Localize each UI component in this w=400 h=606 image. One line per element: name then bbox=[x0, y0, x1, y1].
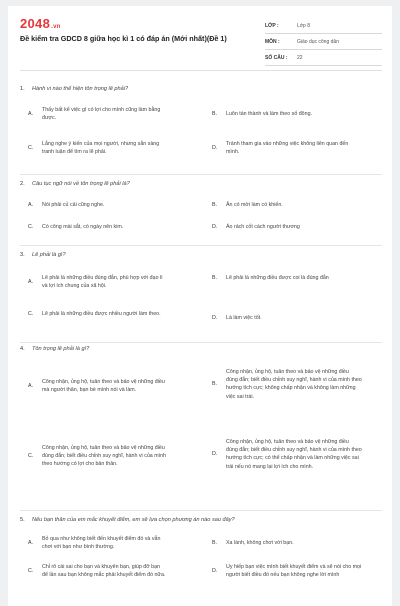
answer-option-b[interactable] bbox=[212, 368, 362, 401]
option-letter: A. bbox=[28, 383, 34, 390]
question-number: 5. bbox=[20, 517, 25, 523]
info-table bbox=[265, 18, 382, 66]
site-logo[interactable] bbox=[20, 16, 61, 31]
question-divider bbox=[20, 342, 382, 343]
question-divider bbox=[20, 245, 382, 246]
option-text: Lẽ phải là những điều được nhiều người làm theo. bbox=[42, 311, 161, 317]
option-letter: A. bbox=[28, 111, 34, 118]
option-text: Thấy bất kể việc gì có lợi cho mình cũng làm bằng được. bbox=[42, 107, 161, 122]
option-text: Xa lánh, không chơi với bạn. bbox=[226, 540, 294, 546]
question-text: Câu tục ngữ nói về tôn trọng lẽ phải là? bbox=[32, 181, 130, 187]
option-letter: C. bbox=[28, 145, 34, 152]
option-letter: B. bbox=[212, 111, 218, 117]
option-text: Chỉ rõ cái sai cho bạn và khuyên bạn, giúp đỡ bạn để lần sau bạn không mắc phải khuyết điểm đó nữa. bbox=[42, 564, 166, 579]
question-title bbox=[20, 515, 382, 525]
option-text: Áo rách cốt cách người thương bbox=[226, 224, 300, 230]
question-number: 2. bbox=[20, 181, 25, 187]
option-text: Uy hiếp bạn việc mình biết khuyết điểm và sẽ nói cho mọi người biết điều đó nếu bạn không nghe lời mình bbox=[226, 564, 362, 579]
info-row-class bbox=[265, 18, 382, 34]
option-text: Là làm việc tốt. bbox=[226, 315, 262, 321]
option-letter: A. bbox=[28, 279, 34, 286]
question-title bbox=[20, 179, 382, 189]
question-text: Tôn trọng lẽ phải là gì? bbox=[32, 346, 90, 352]
answer-option-c[interactable] bbox=[28, 563, 166, 579]
answer-option-a[interactable] bbox=[28, 378, 166, 394]
option-text: Công nhận, ủng hộ, tuân theo và bảo vệ những điều đúng đắn; biết điều chỉnh suy nghĩ, hành vi của mình theo hướng tích cực; có thể chấp nhận và làm những việc sai trái nếu nó mang lại lợi ích cho mình. bbox=[226, 439, 362, 470]
logo-suffix: .vn bbox=[51, 24, 61, 30]
document-page bbox=[8, 6, 392, 606]
info-value: 22 bbox=[297, 54, 303, 61]
option-letter: A. bbox=[28, 540, 34, 547]
info-key: SỐ CÂU : bbox=[265, 54, 288, 61]
option-letter: B. bbox=[212, 275, 218, 281]
answer-option-b[interactable] bbox=[212, 539, 362, 547]
question-4 bbox=[20, 344, 382, 508]
option-letter: C. bbox=[28, 568, 34, 575]
question-title bbox=[20, 344, 382, 354]
question-number: 3. bbox=[20, 252, 25, 258]
option-letter: C. bbox=[28, 311, 34, 317]
answer-option-a[interactable] bbox=[28, 535, 166, 551]
info-row-count bbox=[265, 50, 382, 66]
header-divider bbox=[20, 70, 382, 71]
option-text: Có công mài sắt, có ngày nên kim. bbox=[42, 224, 124, 230]
option-text: Tránh tham gia vào những việc không liên quan đến mình. bbox=[226, 141, 349, 156]
answer-option-b[interactable] bbox=[212, 274, 362, 282]
answer-option-c[interactable] bbox=[28, 223, 212, 231]
option-letter: B. bbox=[212, 381, 218, 388]
question-text: Lẽ phải là gì? bbox=[32, 252, 66, 258]
option-text: Lẽ phải là những điều được coi là đúng đắn bbox=[226, 275, 329, 281]
answer-option-d[interactable] bbox=[212, 140, 362, 156]
option-letter: B. bbox=[212, 540, 218, 546]
option-letter: C. bbox=[28, 224, 34, 230]
answer-option-c[interactable] bbox=[28, 310, 166, 318]
option-text: Công nhận, ủng hộ, tuân theo và bảo vệ những điều mà người thân, bạn bè mình nói và làm. bbox=[42, 379, 165, 394]
answer-option-d[interactable] bbox=[212, 314, 362, 322]
option-letter: D. bbox=[212, 315, 218, 321]
answer-option-a[interactable] bbox=[28, 274, 166, 290]
answer-option-a[interactable] bbox=[28, 201, 166, 209]
question-2 bbox=[20, 179, 382, 239]
question-number: 1. bbox=[20, 86, 25, 92]
option-letter: A. bbox=[28, 202, 34, 208]
question-divider bbox=[20, 510, 382, 511]
answer-option-d[interactable] bbox=[212, 223, 362, 231]
option-text: Luôn tán thành và làm theo số đông. bbox=[226, 111, 312, 117]
info-key: LỚP : bbox=[265, 22, 279, 29]
question-5 bbox=[20, 515, 382, 606]
answer-option-b[interactable] bbox=[212, 110, 362, 118]
option-letter: D. bbox=[212, 145, 218, 152]
option-letter: D. bbox=[212, 224, 218, 230]
question-title bbox=[20, 84, 382, 94]
document-header bbox=[20, 16, 382, 66]
question-text: Nếu bạn thân của em mắc khuyết điểm, em sẽ lựa chọn phương án nào sau đây? bbox=[32, 517, 235, 523]
option-letter: C. bbox=[28, 453, 34, 460]
option-text: Công nhận, ủng hộ, tuân theo và bảo vệ những điều đúng đắn; biết điều chỉnh suy nghĩ, hành vi của mình theo hướng tích cực; không chấp nhận và không làm những việc sai trái. bbox=[226, 369, 362, 400]
info-row-subject bbox=[265, 34, 382, 50]
question-text: Hành vi nào thể hiện tôn trọng lẽ phải? bbox=[32, 86, 129, 92]
info-value: Lớp 8 bbox=[297, 22, 311, 29]
question-1 bbox=[20, 84, 382, 168]
answer-option-d[interactable] bbox=[212, 563, 362, 579]
answer-option-c[interactable] bbox=[28, 444, 166, 469]
info-value: Giáo dục công dân bbox=[297, 38, 339, 45]
option-text: Ăn có mời làm có khiến. bbox=[226, 202, 283, 208]
document-title: Đề kiểm tra GDCD 8 giữa học kì 1 có đáp án (Mới nhất)(Đề 1) bbox=[20, 34, 227, 43]
option-text: Công nhận, ủng hộ, tuân theo và bảo vệ những điều đúng đắn; biết điều chỉnh suy nghĩ, hành vi của mình theo hướng có lợi cho bản thân. bbox=[42, 445, 166, 468]
option-text: Lẽ phải là những điều đúng đắn, phù hợp với đạo lí và lợi ích chung của xã hội. bbox=[42, 275, 163, 290]
logo-text: 2048 bbox=[20, 16, 51, 31]
question-3 bbox=[20, 250, 382, 336]
answer-option-a[interactable] bbox=[28, 106, 166, 122]
info-key: MÔN : bbox=[265, 38, 280, 45]
option-letter: D. bbox=[212, 451, 218, 458]
option-text: Bỏ qua như không biết đến khuyết điểm đó và vẫn chơi với bạn như bình thường. bbox=[42, 536, 161, 551]
option-text: Nói phải củ cải cũng nghe. bbox=[42, 202, 105, 208]
answer-option-c[interactable] bbox=[28, 140, 166, 156]
question-divider bbox=[20, 174, 382, 175]
option-letter: D. bbox=[212, 568, 218, 575]
option-text: Lắng nghe ý kiến của mọi người, nhưng sẵn sàng tranh luận để tìm ra lẽ phải. bbox=[42, 141, 160, 156]
question-number: 4. bbox=[20, 346, 25, 352]
option-letter: B. bbox=[212, 202, 218, 208]
question-title bbox=[20, 250, 382, 260]
answer-option-d[interactable] bbox=[212, 438, 362, 471]
answer-option-b[interactable] bbox=[212, 201, 362, 209]
